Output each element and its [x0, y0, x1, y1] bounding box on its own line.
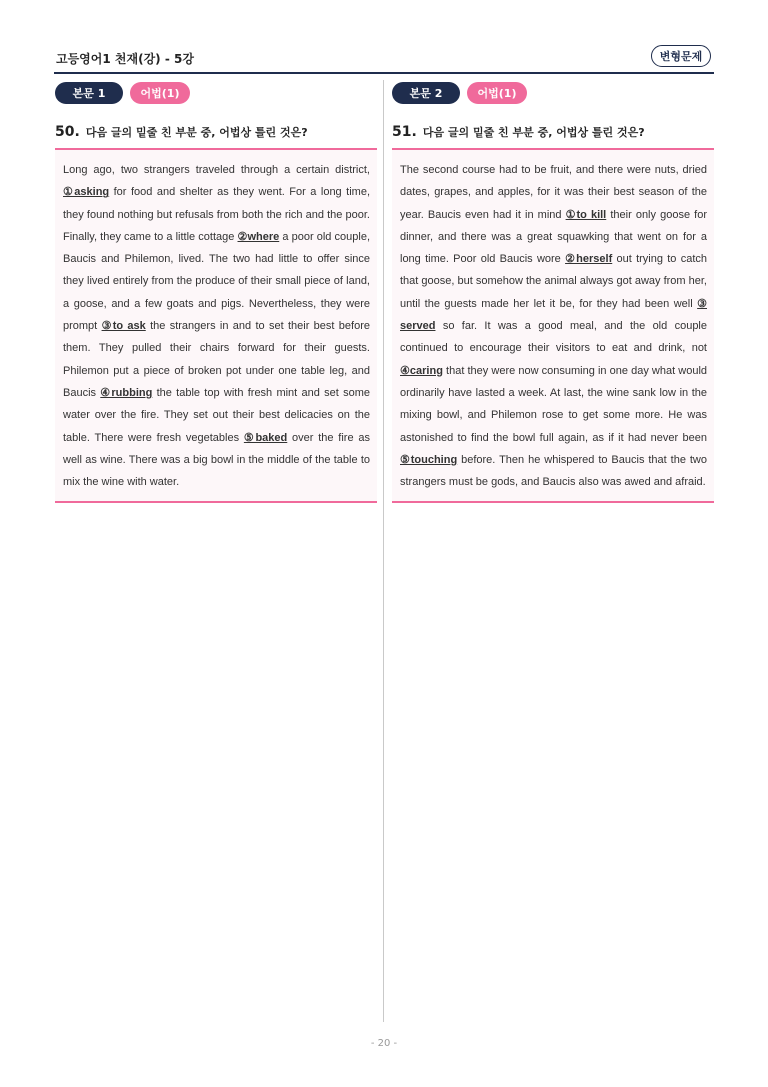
question-heading — [55, 124, 377, 142]
header-divider — [54, 72, 714, 74]
passage-text — [55, 150, 377, 501]
tag-row — [55, 82, 377, 104]
underlined-choice-2: ②where — [237, 230, 280, 243]
column-divider — [383, 80, 384, 1022]
underlined-choice-4: ④caring — [400, 364, 443, 377]
passage-segment: The second course had to be fruit, and there were nuts, dried dates, grapes, and apples, for it was their best season of the year. Baucis even had it in mind — [400, 164, 707, 221]
question-type-badge: 변형문제 — [651, 45, 711, 67]
underlined-choice-3: ③to ask — [101, 320, 146, 333]
question-heading — [392, 124, 714, 142]
passage-text — [392, 150, 714, 501]
underlined-choice-1: ①to kill — [565, 208, 607, 221]
tag-row — [392, 82, 714, 104]
passage-segment: that they were now consuming in one day what would ordinarily have lasted a week. At last, the wine sank low in the mixing bowl, and Philemon rose to get some more. He was astonished to find the bowl full again, as if it had never been — [400, 364, 708, 444]
passage-bottom-rule — [392, 501, 714, 503]
question-text: 다음 글의 밑줄 친 부분 중, 어법상 틀린 것은? — [422, 126, 645, 139]
underlined-choice-3: ③ served — [400, 297, 707, 333]
section-tag: 본문 1 — [55, 82, 123, 104]
type-tag: 어법(1) — [130, 82, 190, 104]
passage-segment: for food and shelter as they went. For a long time, they found nothing but refusals from both the rich and the poor. Finally, they came to a little cottage — [63, 186, 370, 243]
page-header-title: 고등영어1 천재(강) - 5강 — [56, 52, 194, 66]
question-text: 다음 글의 밑줄 친 부분 중, 어법상 틀린 것은? — [85, 126, 308, 139]
passage-segment: out trying to catch that goose, but somehow the animal always got away from her, until the guests made her let it be, for they had been well — [400, 253, 707, 310]
underlined-choice-1: ①asking — [63, 186, 110, 199]
passage-bottom-rule — [55, 501, 377, 503]
passage-segment: before. Then he whispered to Baucis that the two strangers must be gods, and Baucis also was awed and afraid. — [400, 453, 707, 489]
underlined-choice-4: ④rubbing — [100, 386, 153, 399]
underlined-choice-5: ⑤baked — [243, 431, 288, 444]
passage-segment: the table top with fresh mint and set some water over the fire. They set out their best delicacies on the table. There were fresh vegetables — [63, 386, 370, 444]
passage-segment: the strangers in and to set their best before them. They pulled their chairs forward for their guests. Philemon put a piece of broken pot under one table leg, and Baucis — [63, 320, 370, 399]
passage-segment: so far. It was a good meal, and the old couple continued to encourage their visitors to eat and drink, not — [400, 320, 707, 355]
question-number: 51. — [392, 124, 417, 140]
passage-segment: Long ago, two strangers traveled through a certain district, — [63, 164, 370, 176]
passage-segment: over the fire as well as wine. There was a big bowl in the middle of the table to mix the wine with water. — [63, 431, 370, 489]
question-column-51 — [392, 82, 714, 503]
underlined-choice-2: ②herself — [565, 253, 613, 266]
section-tag: 본문 2 — [392, 82, 460, 104]
page-number: - 20 - — [370, 1038, 398, 1049]
passage-segment: a poor old couple, Baucis and Philemon, lived. The two had little to offer since they lived entirely from the produce of their small piece of land, a goose, and a few goats and pigs. Nevertheless, they were prompt — [63, 230, 371, 333]
type-tag: 어법(1) — [467, 82, 527, 104]
question-number: 50. — [55, 124, 80, 140]
passage-segment: their only goose for dinner, and there was a great squawking that went on for a long time. Poor old Baucis wore — [400, 208, 707, 266]
underlined-choice-5: ⑤touching — [400, 453, 458, 466]
question-column-50 — [55, 82, 377, 503]
